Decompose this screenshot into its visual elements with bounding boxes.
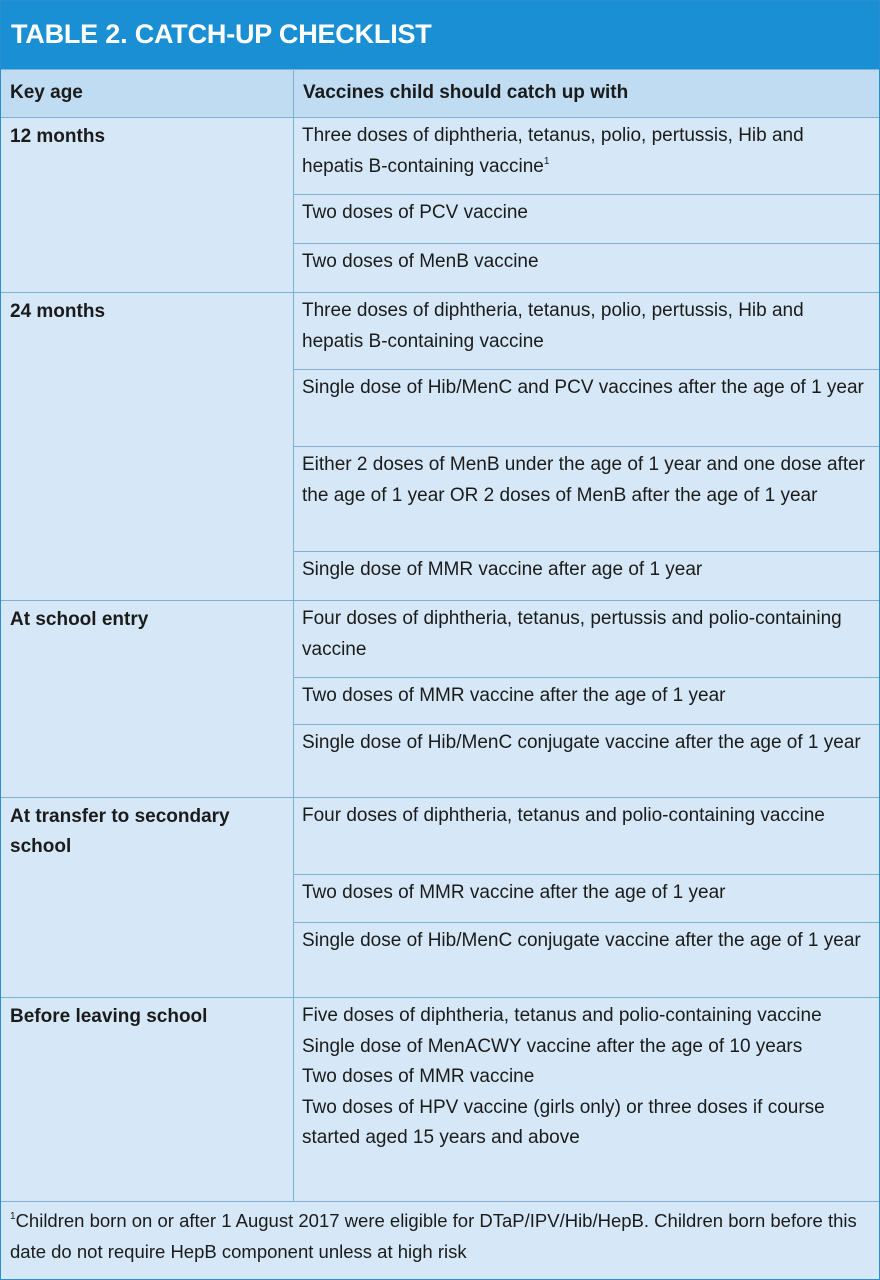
vaccine-cell: Single dose of Hib/MenC conjugate vaccine after the age of 1 year	[294, 725, 879, 798]
vaccine-line: Two doses of HPV vaccine (girls only) or three doses if course started aged 15 years and above	[302, 1096, 825, 1148]
vaccine-line: Single dose of MenACWY vaccine after the age of 10 years	[302, 1035, 803, 1057]
footnote-text: Children born on or after 1 August 2017 were eligible for DTaP/IPV/Hib/HepB. Children born before this date do not require HepB component unless at high risk	[10, 1210, 857, 1262]
key-age-secondary-transfer: At transfer to secondary school	[1, 798, 294, 998]
vaccine-cell: Two doses of MMR vaccine after the age of 1 year	[294, 678, 879, 725]
vaccine-cell: Single dose of Hib/MenC and PCV vaccines after the age of 1 year	[294, 370, 879, 447]
vaccine-cell: Two doses of MMR vaccine after the age of 1 year	[294, 875, 879, 923]
vaccine-cell	[294, 998, 879, 1202]
table-title: TABLE 2. CATCH-UP CHECKLIST	[1, 1, 879, 69]
key-age-school-entry: At school entry	[1, 601, 294, 798]
key-age-12-months: 12 months	[1, 118, 294, 293]
vaccine-line: Two doses of MMR vaccine	[302, 1066, 535, 1087]
vaccine-line: Five doses of diphtheria, tetanus and polio-containing vaccine	[302, 1005, 822, 1026]
footnote-ref: 1	[543, 155, 550, 167]
key-age-before-leaving: Before leaving school	[1, 998, 294, 1202]
vaccine-cell: Either 2 doses of MenB under the age of 1 year and one dose after the age of 1 year OR 2 doses of MenB after the age of 1 year	[294, 447, 879, 552]
key-age-24-months: 24 months	[1, 293, 294, 601]
column-header-key-age: Key age	[1, 69, 294, 118]
column-header-vaccines: Vaccines child should catch up with	[294, 69, 879, 118]
vaccine-text: Three doses of diphtheria, tetanus, polio, pertussis, Hib and hepatis B-containing vaccine	[302, 125, 804, 177]
vaccine-cell: Single dose of MMR vaccine after age of 1 year	[294, 552, 879, 601]
vaccine-cell: Three doses of diphtheria, tetanus, polio, pertussis, Hib and hepatis B-containing vaccine	[294, 293, 879, 370]
table-footnote	[1, 1202, 879, 1267]
vaccine-cell: Two doses of MenB vaccine	[294, 244, 879, 293]
vaccine-cell: Four doses of diphtheria, tetanus, pertussis and polio-containing vaccine	[294, 601, 879, 678]
vaccine-cell: Four doses of diphtheria, tetanus and polio-containing vaccine	[294, 798, 879, 875]
footnote-marker: 1	[10, 1211, 16, 1222]
vaccine-cell: Single dose of Hib/MenC conjugate vaccine after the age of 1 year	[294, 923, 879, 998]
vaccine-cell: Two doses of PCV vaccine	[294, 195, 879, 244]
vaccine-cell	[294, 118, 879, 195]
